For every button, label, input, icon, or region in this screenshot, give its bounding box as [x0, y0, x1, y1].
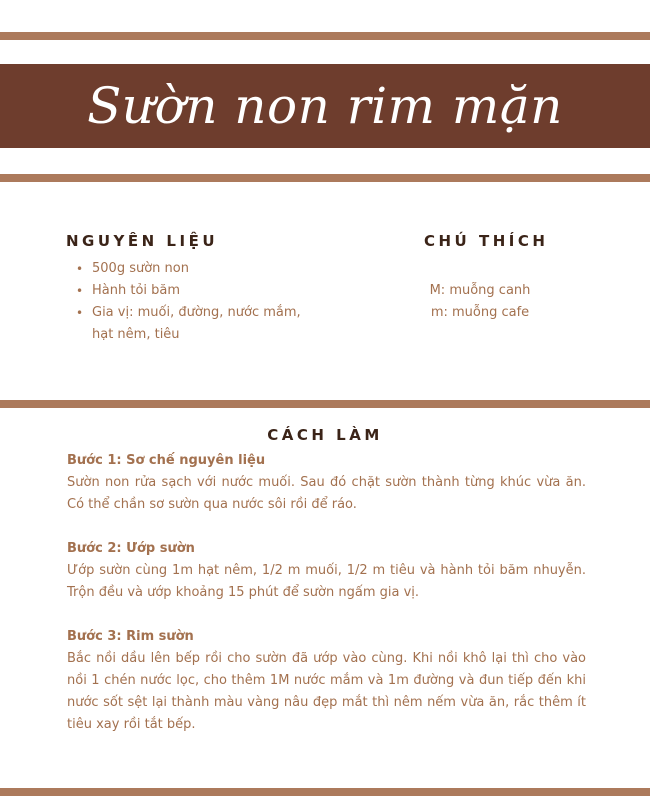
step-2	[67, 538, 586, 604]
step-title: Bước 3: Rim sườn	[67, 629, 194, 644]
ingredients-list	[76, 258, 306, 346]
bullet-icon: •	[76, 284, 84, 298]
step-title: Bước 1: Sơ chế nguyên liệu	[67, 453, 266, 468]
divider-stripe-lower	[0, 400, 650, 408]
step-text: Sườn non rửa sạch với nước muối. Sau đó chặt sườn thành từng khúc vừa ăn. Có thể chần sơ sườn qua nước sôi rồi để ráo.	[67, 475, 586, 512]
notes-list	[410, 280, 550, 324]
ingredients-heading: NGUYÊN LIỆU	[66, 232, 218, 250]
method-heading: CÁCH LÀM	[267, 426, 383, 444]
notes-heading: CHÚ THÍCH	[424, 232, 549, 250]
ingredient-item: • Hành tỏi băm	[76, 280, 306, 302]
note-item: M: muỗng canh	[429, 283, 531, 298]
step-title: Bước 2: Ướp sườn	[67, 541, 195, 556]
ingredient-item: • 500g sườn non	[76, 258, 306, 280]
step-1	[67, 450, 586, 516]
bullet-icon: •	[76, 262, 84, 276]
method-steps	[67, 450, 586, 758]
bullet-icon: •	[76, 306, 84, 320]
title-banner	[0, 64, 650, 148]
note-item: m: muỗng cafe	[430, 305, 530, 320]
step-text: Bắc nồi dầu lên bếp rồi cho sườn đã ướp vào cùng. Khi nồi khô lại thì cho vào nồi 1 chén nước lọc, cho thêm 1M nước mắm và 1m đường và đun tiếp đến khi nước sốt sệt lại thành màu vàng nâu đẹp mắt thì nêm nếm vừa ăn, rắc thêm ít tiêu xay rồi tắt bếp.	[67, 651, 586, 732]
divider-stripe-upper	[0, 174, 650, 182]
bottom-stripe	[0, 788, 650, 796]
ingredient-item: • Gia vị: muối, đường, nước mắm, hạt nêm, tiêu	[76, 302, 306, 346]
step-3	[67, 626, 586, 736]
step-text: Ướp sườn cùng 1m hạt nêm, 1/2 m muối, 1/2 m tiêu và hành tỏi băm nhuyễn. Trộn đều và ướp khoảng 15 phút để sườn ngấm gia vị.	[67, 563, 586, 600]
top-stripe	[0, 32, 650, 40]
recipe-title: Sườn non rim mặn	[87, 77, 563, 135]
